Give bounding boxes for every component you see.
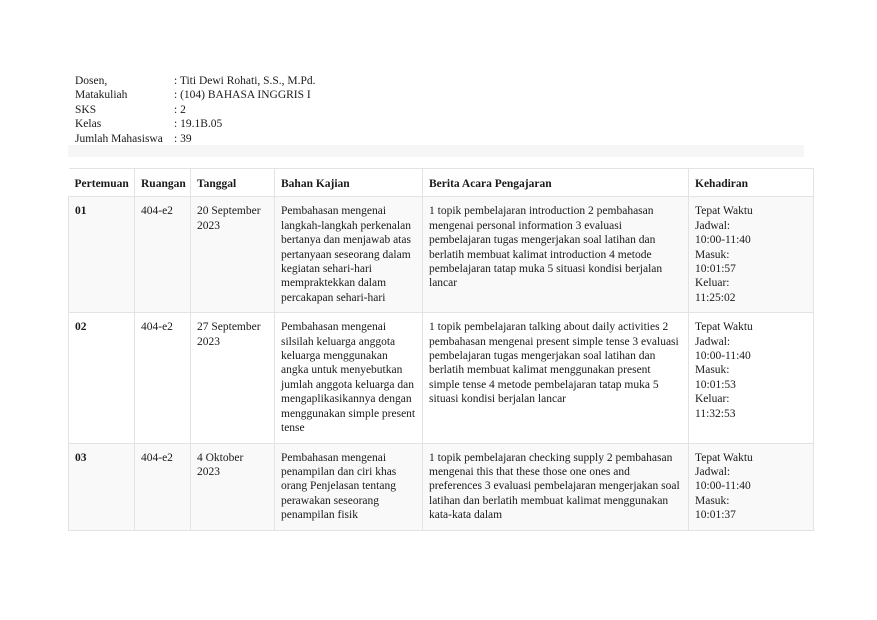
cell-ruangan: 404-e2 <box>135 197 191 313</box>
kehadiran-masuk-value: 10:01:57 <box>695 263 736 276</box>
cell-ruangan: 404-e2 <box>135 443 191 530</box>
kelas-label: Kelas <box>75 118 102 131</box>
cell-kehadiran <box>689 197 814 313</box>
sks-label: SKS <box>75 103 97 116</box>
kehadiran-status: Tepat Waktu <box>695 451 753 464</box>
kehadiran-jadwal-label: Jadwal: <box>695 219 731 232</box>
table-row <box>69 197 814 313</box>
kehadiran-jadwal-value: 10:00-11:40 <box>695 350 751 363</box>
info-row-jumlah-mahasiswa <box>75 132 316 146</box>
cell-berita-acara: 1 topik pembelajaran talking about daily activities 2 pembahasan mengenai present simple tense 3 evaluasi pembelajaran tugas mengerjakan soal latihan dan berlatih membuat kalimat menggunakan present simple tense 4 metode pembelajaran tatap muka 5 situasi kondisi berjalan lancar <box>423 313 689 443</box>
kehadiran-masuk-label: Masuk: <box>695 494 730 507</box>
cell-tanggal: 4 Oktober 2023 <box>191 443 275 530</box>
cell-tanggal: 20 September 2023 <box>191 197 275 313</box>
table-body <box>69 197 814 530</box>
col-header-pertemuan: Pertemuan <box>69 169 135 197</box>
cell-pertemuan: 01 <box>69 197 135 313</box>
kehadiran-status: Tepat Waktu <box>695 205 753 218</box>
info-row-sks <box>75 103 316 117</box>
kehadiran-jadwal-label: Jadwal: <box>695 465 731 478</box>
kehadiran-keluar-label: Keluar: <box>695 393 730 406</box>
kehadiran-keluar-value: 11:32:53 <box>695 407 736 420</box>
kehadiran-masuk-value: 10:01:53 <box>695 378 736 391</box>
col-header-tanggal: Tanggal <box>191 169 275 197</box>
kehadiran-jadwal-value: 10:00-11:40 <box>695 234 751 247</box>
cell-bahan-kajian: Pembahasan mengenai langkah-langkah perkenalan bertanya dan menjawab atas pertanyaan seseorang dalam kegiatan sehari-hari mempraktekkan dalam percakapan sehari-hari <box>275 197 423 313</box>
cell-kehadiran <box>689 443 814 530</box>
kehadiran-masuk-value: 10:01:37 <box>695 509 736 522</box>
kehadiran-masuk-label: Masuk: <box>695 248 730 261</box>
course-info <box>75 74 316 146</box>
cell-bahan-kajian: Pembahasan mengenai penampilan dan ciri khas orang Penjelasan tentang perawakan seseorang penampilan fisik <box>275 443 423 530</box>
cell-bahan-kajian: Pembahasan mengenai silsilah keluarga anggota keluarga menggunakan angka untuk menyebutkan jumlah anggota keluarga dan mengaplikasikannya dengan menggunakan simple present tense <box>275 313 423 443</box>
dosen-value: : Titi Dewi Rohati, S.S., M.Pd. <box>174 75 316 87</box>
col-header-ruangan: Ruangan <box>135 169 191 197</box>
sks-value: : 2 <box>174 103 186 116</box>
table-row <box>69 313 814 443</box>
section-divider <box>68 145 804 157</box>
col-header-bahan-kajian: Bahan Kajian <box>275 169 423 197</box>
kehadiran-masuk-label: Masuk: <box>695 364 730 377</box>
kehadiran-jadwal-label: Jadwal: <box>695 335 731 348</box>
info-row-kelas <box>75 117 316 131</box>
kehadiran-status: Tepat Waktu <box>695 321 753 334</box>
cell-pertemuan: 02 <box>69 313 135 443</box>
attendance-table <box>68 168 814 531</box>
info-row-matakuliah <box>75 88 316 102</box>
col-header-kehadiran: Kehadiran <box>689 169 814 197</box>
dosen-label: Dosen, <box>75 75 108 87</box>
header-row <box>69 169 814 197</box>
cell-berita-acara: 1 topik pembelajaran checking supply 2 pembahasan mengenai this that these those one ones and preferences 3 evaluasi pembelajaran mengerjakan soal latihan dan berlatih membuat kalimat menggunakan kata-kata dalam <box>423 443 689 530</box>
cell-ruangan: 404-e2 <box>135 313 191 443</box>
table-row <box>69 443 814 530</box>
jumlah-mahasiswa-label: Jumlah Mahasiswa <box>75 132 163 145</box>
cell-tanggal: 27 September 2023 <box>191 313 275 443</box>
kehadiran-jadwal-value: 10:00-11:40 <box>695 480 751 493</box>
cell-berita-acara: 1 topik pembelajaran introduction 2 pembahasan mengenai personal information 3 evaluasi pembelajaran tugas mengerjakan soal latihan dan berlatih membuat kalimat introduction 4 metode pembelajaran tatap muka 5 situasi kondisi berjalan lancar <box>423 197 689 313</box>
kelas-value: : 19.1B.05 <box>174 118 223 131</box>
cell-kehadiran <box>689 313 814 443</box>
matakuliah-value: : (104) BAHASA INGGRIS I <box>174 89 311 102</box>
jumlah-mahasiswa-value: : 39 <box>174 132 192 145</box>
info-row-dosen <box>75 74 316 88</box>
kehadiran-keluar-label: Keluar: <box>695 277 730 290</box>
cell-pertemuan: 03 <box>69 443 135 530</box>
matakuliah-label: Matakuliah <box>75 89 128 102</box>
kehadiran-keluar-value: 11:25:02 <box>695 291 736 304</box>
table-header <box>69 169 814 197</box>
col-header-berita-acara: Berita Acara Pengajaran <box>423 169 689 197</box>
